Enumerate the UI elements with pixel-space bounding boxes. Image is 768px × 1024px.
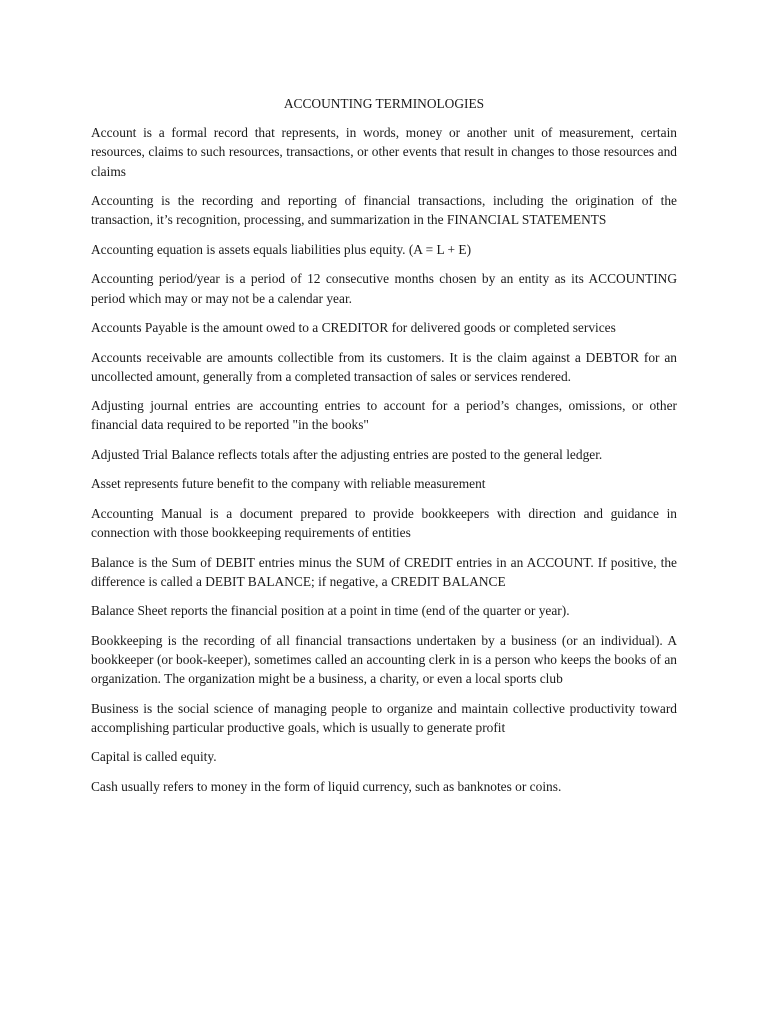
term-bookkeeping: Bookkeeping is the recording of all financial transactions undertaken by a business (or an individual). A bookkeeper (or book-keeper), sometimes called an accounting clerk in is a person who keeps the books of an organization. The organization might be a business, a charity, or even a local sports club [91, 632, 677, 687]
term-balance-sheet: Balance Sheet reports the financial position at a point in time (end of the quarter or year). [91, 603, 570, 619]
term-balance: Balance is the Sum of DEBIT entries minus the SUM of CREDIT entries in an ACCOUNT. If positive, the difference is called a DEBIT BALANCE; if negative, a CREDIT BALANCE [91, 554, 677, 589]
document-title: ACCOUNTING TERMINOLOGIES [283, 96, 485, 111]
term-business: Business is the social science of managing people to organize and maintain collective productivity toward accomplishing particular productive goals, which is usually to generate profit [91, 700, 677, 735]
term-accounting: Accounting is the recording and reporting of financial transactions, including the origination of the transaction, it’s recognition, processing, and summarization in the FINANCIAL STATEMENTS [91, 193, 677, 228]
term-cash: Cash usually refers to money in the form of liquid currency, such as banknotes or coins. [91, 778, 562, 794]
term-accounting-manual: Accounting Manual is a document prepared to provide bookkeepers with direction and guidance in connection with those bookkeeping requirements of entities [91, 505, 677, 541]
term-account: Account is a formal record that represents, in words, money or another unit of measurement, certain resources, claims to such resources, transactions, or other events that result in changes to those resources and claims [91, 125, 677, 179]
term-accounts-receivable: Accounts receivable are amounts collectible from its customers. It is the claim against a DEBTOR for an uncollected amount, generally from a completed transaction of sales or services rendered. [91, 349, 677, 384]
term-accounting-equation: Accounting equation is assets equals liabilities plus equity. (A = L + E) [91, 241, 472, 257]
term-capital: Capital is called equity. [91, 749, 217, 765]
term-asset: Asset represents future benefit to the company with reliable measurement [91, 476, 486, 492]
term-accounts-payable: Accounts Payable is the amount owed to a CREDITOR for delivered goods or completed services [91, 320, 616, 336]
term-adjusting-journal-entries: Adjusting journal entries are accounting entries to account for a period’s changes, omissions, or other financial data required to be reported "in the books" [91, 398, 677, 433]
document-body [91, 94, 677, 806]
term-adjusted-trial-balance: Adjusted Trial Balance reflects totals after the adjusting entries are posted to the general ledger. [91, 446, 603, 462]
term-accounting-period: Accounting period/year is a period of 12 consecutive months chosen by an entity as its ACCOUNTING period which may or may not be a calendar year. [91, 271, 677, 306]
